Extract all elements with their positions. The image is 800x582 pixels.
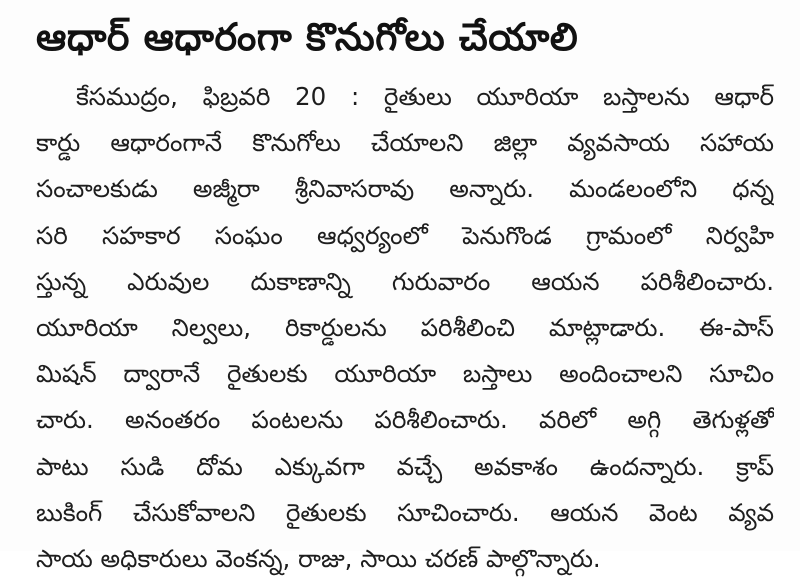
article-line: మిషన్ ద్వారానే రైతులకు యూరియా బస్తాలు అందించాలని సూచిం bbox=[36, 359, 774, 389]
article-line: పాటు సుడి దోమ ఎక్కువగా వచ్చే అవకాశం ఉందన్నారు. క్రాప్ bbox=[36, 451, 774, 481]
article-body bbox=[36, 74, 774, 582]
article-line: కార్డు ఆధారంగానే కొనుగోలు చేయాలని జిల్లా వ్యవసాయ సహాయ bbox=[36, 128, 774, 158]
headline: ఆధార్ ఆధారంగా కొనుగోలు చేయాలి bbox=[36, 15, 579, 59]
article-line: సంచాలకుడు అజ్మీరా శ్రీనివాసరావు అన్నారు. మండలంలోని ధన్న bbox=[36, 174, 774, 204]
article-line: సాయ అధికారులు వెంకన్న, రాజు, సాయి చరణ్ పాల్గొన్నారు. bbox=[36, 543, 601, 573]
article-line: బుకింగ్ చేసుకోవాలని రైతులకు సూచించారు. ఆయన వెంట వ్యవ bbox=[36, 497, 774, 527]
article-line: సరి సహకార సంఘం ఆధ్వర్యంలో పెనుగొండ గ్రామంలో నిర్వహి bbox=[36, 220, 774, 250]
article-line: కేసముద్రం, ఫిబ్రవరి 20 : రైతులు యూరియా బస్తాలను ఆధార్ bbox=[76, 82, 774, 111]
article-line: స్తున్న ఎరువుల దుకాణాన్ని గురువారం ఆయన పరిశీలించారు. bbox=[36, 266, 774, 296]
article-line: చారు. అనంతరం పంటలను పరిశీలించారు. వరిలో అగ్గి తెగుళ్లతో bbox=[36, 405, 774, 435]
article-line: యూరియా నిల్వలు, రికార్డులను పరిశీలించి మాట్లాడారు. ఈ-పాస్ bbox=[36, 312, 774, 342]
